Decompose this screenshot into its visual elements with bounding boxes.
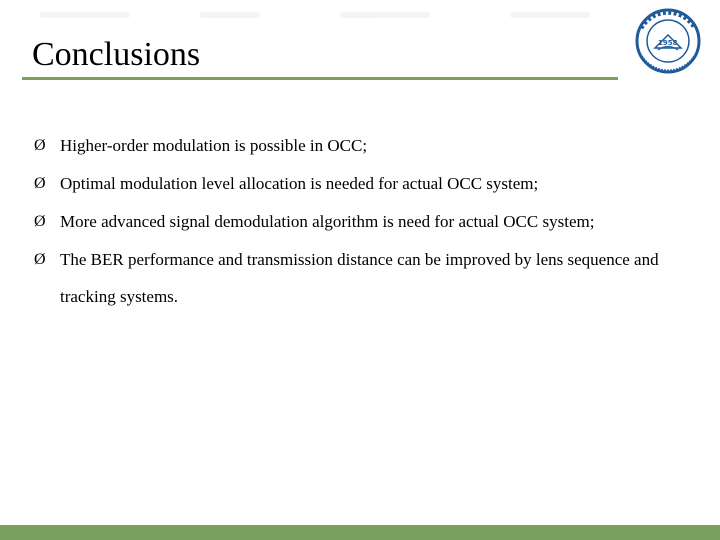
faded-header-decoration <box>40 6 600 24</box>
bullet-item <box>34 127 674 164</box>
arrow-bullet-icon: Ø <box>34 137 46 154</box>
slide-title: Conclusions <box>32 36 201 73</box>
bullet-text: Higher-order modulation is possible in OCC; <box>60 136 368 155</box>
arrow-bullet-icon: Ø <box>34 213 46 230</box>
bullet-item <box>34 203 674 240</box>
bullet-list <box>34 127 674 316</box>
title-underline <box>22 77 618 80</box>
footer-bar <box>0 525 720 540</box>
arrow-bullet-icon: Ø <box>34 251 46 268</box>
university-logo <box>628 8 708 74</box>
bullet-text: The BER performance and transmission distance can be improved by lens sequence and tracking systems. <box>60 250 659 306</box>
arrow-bullet-icon: Ø <box>34 175 46 192</box>
bullet-text: Optimal modulation level allocation is needed for actual OCC system; <box>60 174 539 193</box>
bullet-item <box>34 165 674 202</box>
logo-year: 1958 <box>658 39 678 47</box>
bullet-text: More advanced signal demodulation algorithm is need for actual OCC system; <box>60 212 595 231</box>
bullet-item <box>34 241 674 315</box>
